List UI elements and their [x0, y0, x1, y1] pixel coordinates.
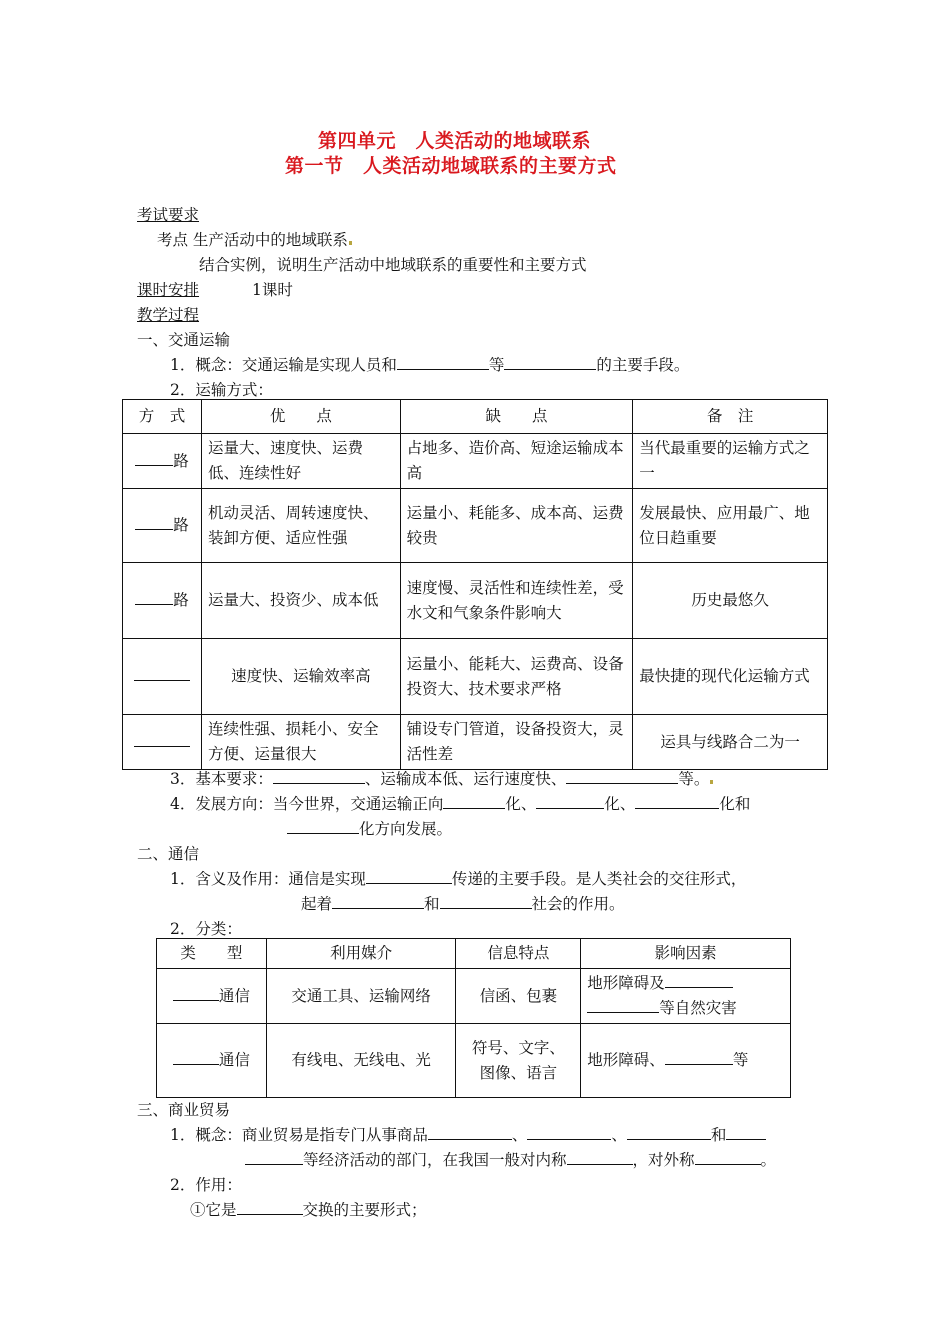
- section3-heading: 三、商业贸易: [137, 1101, 231, 1119]
- factor-b: 等自然灾害: [659, 999, 737, 1017]
- s2-item2: 2．分类：: [170, 920, 242, 938]
- th-mode: 方 式: [123, 400, 202, 434]
- feature-cell: 符号、文字、图像、语言: [456, 1024, 581, 1098]
- adv-cell: 运量大、投资少、成本低: [201, 563, 400, 639]
- s3-item1-e: 等经济活动的部门，在我国一般对内称: [303, 1151, 567, 1169]
- type-cell: [157, 969, 267, 1024]
- table-row: [123, 715, 828, 770]
- factor-cell: [581, 1024, 791, 1098]
- fill-blank[interactable]: [567, 1150, 633, 1165]
- s3-item1: [170, 1123, 766, 1145]
- s1-item3-a: 3．基本要求：: [170, 770, 273, 788]
- type-suffix: 通信: [218, 986, 250, 1005]
- table-row: [157, 1024, 791, 1098]
- s1-item4-b: 化、: [505, 795, 537, 813]
- s3-item1-cont: [245, 1148, 776, 1170]
- dis-cell: 运量小、耗能多、成本高、运费较贵: [400, 489, 633, 563]
- s1-item3: [170, 767, 713, 789]
- fill-blank[interactable]: [504, 355, 596, 370]
- fill-blank[interactable]: [366, 869, 452, 884]
- th-notes: 备 注: [633, 400, 828, 434]
- s3-item1-d: 和: [710, 1126, 727, 1144]
- s1-item4-e: 化方向发展。: [359, 820, 453, 838]
- s1-item4: [170, 792, 750, 814]
- page-title-section: 第一节 人类活动地域联系的主要方式: [285, 155, 617, 177]
- fill-blank[interactable]: [135, 451, 173, 466]
- fill-blank[interactable]: [527, 1125, 611, 1140]
- mode-suffix: 路: [173, 451, 189, 470]
- s3-item2: 2．作用：: [170, 1176, 242, 1194]
- feature-cell: 信函、包裹: [456, 969, 581, 1024]
- medium-cell: 交通工具、运输网络: [266, 969, 456, 1024]
- ink-dot: [710, 780, 713, 784]
- factor-cell: [581, 969, 791, 1024]
- dis-cell: 占地多、造价高、短途运输成本高: [400, 434, 633, 489]
- s2-item1-cont: [301, 892, 625, 914]
- s1-item4-cont: [287, 817, 452, 839]
- dis-cell: 运量小、能耗大、运费高、设备投资大、技术要求严格: [400, 639, 633, 715]
- note-cell: 发展最快、应用最广、地位日趋重要: [633, 489, 828, 563]
- fill-blank[interactable]: [287, 819, 359, 834]
- s2-item1-b: 传递的主要手段。是人类社会的交往形式，: [451, 870, 747, 888]
- s1-item3-b: 、运输成本低、运行速度快、: [364, 770, 567, 788]
- fill-blank[interactable]: [273, 769, 365, 784]
- mode-suffix: 路: [173, 516, 189, 534]
- fill-blank[interactable]: [440, 894, 532, 909]
- fill-blank[interactable]: [695, 1150, 761, 1165]
- mode-cell: [123, 715, 202, 770]
- th-feature: 信息特点: [456, 939, 581, 969]
- table-row: [123, 434, 828, 489]
- th-type: 类 型: [157, 939, 267, 969]
- s1-item1-c: 的主要手段。: [596, 356, 690, 374]
- fill-blank[interactable]: [135, 590, 173, 605]
- note-cell: 运具与线路合二为一: [633, 715, 828, 770]
- ink-dot: [349, 241, 352, 245]
- s3-item1-g: 。: [760, 1151, 777, 1169]
- note-cell: 最快捷的现代化运输方式: [633, 639, 828, 715]
- s3-item2-1-a: ①它是: [190, 1201, 237, 1219]
- schedule-value: 1课时: [252, 281, 293, 299]
- transport-table: [122, 399, 828, 770]
- factor-a: 地形障碍及: [587, 974, 665, 992]
- exam-point-text: 考点 生产活动中的地域联系: [157, 231, 348, 249]
- fill-blank[interactable]: [245, 1150, 303, 1165]
- fill-blank[interactable]: [566, 769, 678, 784]
- fill-blank[interactable]: [428, 1125, 512, 1140]
- communication-table: [156, 938, 791, 1098]
- adv-cell: 机动灵活、周转速度快、装卸方便、适应性强: [201, 489, 400, 563]
- fill-blank[interactable]: [665, 1050, 733, 1065]
- mode-cell: [123, 639, 202, 715]
- fill-blank[interactable]: [134, 666, 190, 681]
- adv-cell: 运量大、速度快、运费低、连续性好: [201, 434, 400, 489]
- s1-item2: 2．运输方式：: [170, 381, 273, 399]
- fill-blank[interactable]: [635, 794, 719, 809]
- page-title-unit: 第四单元 人类活动的地域联系: [318, 130, 592, 152]
- factor-b: 等: [732, 1051, 749, 1069]
- s1-item3-c: 等。: [678, 770, 710, 788]
- section1-heading: 一、交通运输: [137, 331, 231, 349]
- th-medium: 利用媒介: [266, 939, 456, 969]
- fill-blank[interactable]: [726, 1125, 766, 1140]
- adv-cell: 连续性强、损耗小、安全方便、运量很大: [201, 715, 400, 770]
- th-disadvantages: 缺 点: [400, 400, 633, 434]
- schedule-label: 课时安排: [137, 281, 200, 299]
- type-suffix: 通信: [218, 1051, 250, 1069]
- note-cell: 当代最重要的运输方式之一: [633, 434, 828, 489]
- fill-blank[interactable]: [173, 986, 219, 1001]
- section2-heading: 二、通信: [137, 845, 200, 863]
- table-row: [123, 563, 828, 639]
- fill-blank[interactable]: [237, 1200, 303, 1215]
- fill-blank[interactable]: [536, 794, 604, 809]
- s3-item1-f: ，对外称: [632, 1151, 695, 1169]
- s1-item1-b: 等: [488, 356, 505, 374]
- s2-item1-e: 社会的作用。: [531, 895, 625, 913]
- fill-blank[interactable]: [135, 515, 173, 530]
- th-factor: 影响因素: [581, 939, 791, 969]
- fill-blank[interactable]: [587, 998, 659, 1013]
- fill-blank[interactable]: [627, 1125, 711, 1140]
- exam-heading: 考试要求: [137, 206, 200, 224]
- s1-item4-a: 4．发展方向：当今世界，交通运输正向: [170, 795, 444, 813]
- s3-item1-a: 1．概念：商业贸易是指专门从事商品: [170, 1126, 428, 1144]
- fill-blank[interactable]: [332, 894, 424, 909]
- process-label: 教学过程: [137, 306, 200, 324]
- fill-blank[interactable]: [665, 973, 733, 988]
- dis-cell: 铺设专门管道，设备投资大，灵活性差: [400, 715, 633, 770]
- factor-a: 地形障碍、: [587, 1051, 665, 1069]
- exam-point: [157, 228, 352, 250]
- s3-item1-c: 、: [611, 1126, 627, 1144]
- s2-item1: [170, 867, 746, 889]
- type-cell: [157, 1024, 267, 1098]
- mode-suffix: 路: [173, 591, 189, 609]
- s1-item4-d: 化和: [719, 795, 751, 813]
- s2-item1-d: 和: [424, 895, 440, 913]
- table-row: [157, 969, 791, 1024]
- mode-cell: [123, 563, 202, 639]
- mode-cell: [123, 434, 202, 489]
- fill-blank[interactable]: [443, 794, 505, 809]
- adv-cell: 速度快、运输效率高: [201, 639, 400, 715]
- s1-item4-c: 化、: [604, 795, 636, 813]
- mode-cell: [123, 489, 202, 563]
- table-row: [123, 489, 828, 563]
- dis-cell: 速度慢、灵活性和连续性差，受水文和气象条件影响大: [400, 563, 633, 639]
- s3-item2-1-b: 交换的主要形式；: [302, 1201, 427, 1219]
- s2-item1-a: 1．含义及作用：通信是实现: [170, 870, 366, 888]
- fill-blank[interactable]: [173, 1050, 219, 1065]
- s3-item2-1: [190, 1198, 427, 1220]
- fill-blank[interactable]: [134, 732, 190, 747]
- s1-item1-a: 1．概念：交通运输是实现人员和: [170, 356, 397, 374]
- s2-item1-c: 起着: [301, 895, 333, 913]
- medium-cell: 有线电、无线电、光: [266, 1024, 456, 1098]
- table-row: [123, 639, 828, 715]
- fill-blank[interactable]: [397, 355, 489, 370]
- note-cell: 历史最悠久: [633, 563, 828, 639]
- s1-item1: [170, 353, 689, 375]
- exam-requirement: 结合实例，说明生产活动中地域联系的重要性和主要方式: [199, 256, 587, 274]
- th-advantages: 优 点: [201, 400, 400, 434]
- s3-item1-b: 、: [511, 1126, 528, 1144]
